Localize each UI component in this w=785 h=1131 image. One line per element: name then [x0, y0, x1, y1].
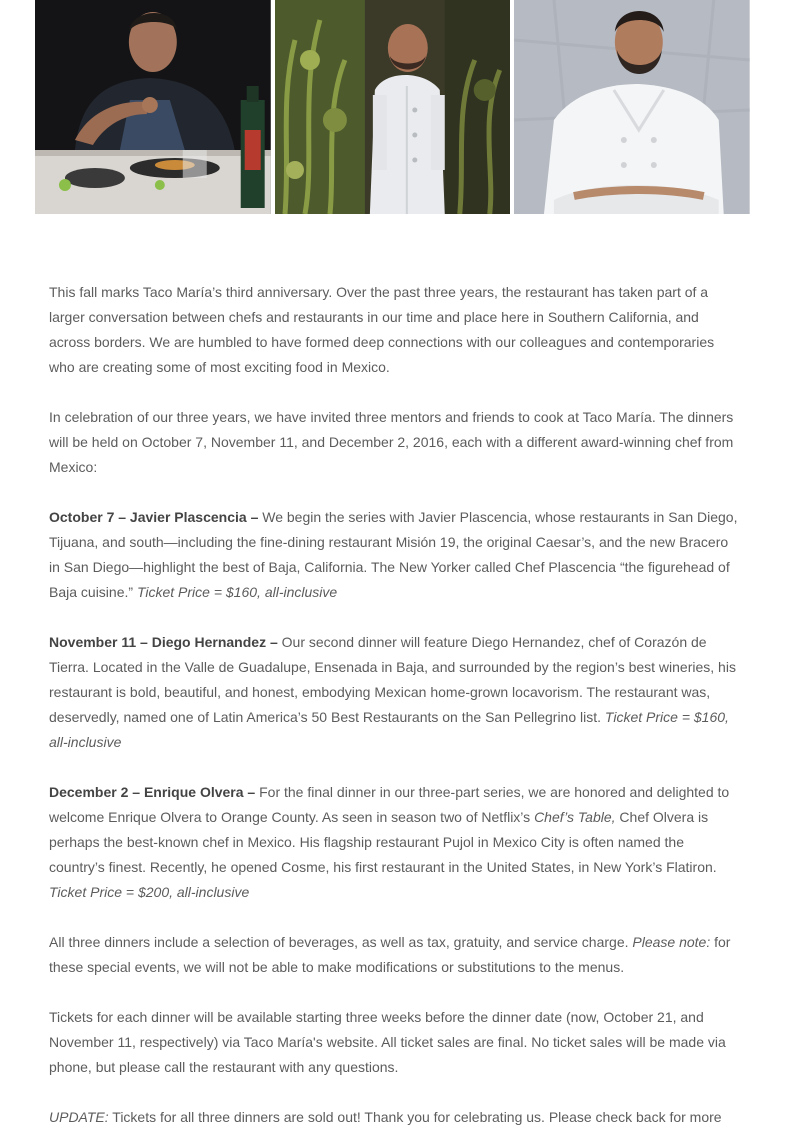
dinner-paragraph-october — [49, 505, 739, 605]
ticket-price: Ticket Price = $160, all-inclusive — [49, 709, 729, 750]
update-text: Tickets for all three dinners are sold out! Thank you for celebrating us. Please check back for more — [112, 1109, 722, 1125]
chef-1-illustration — [35, 0, 271, 214]
dinner-heading: November 11 – Diego Hernandez – — [49, 634, 278, 650]
note-label: Please note: — [632, 934, 711, 950]
dinner-heading: December 2 – Enrique Olvera – — [49, 784, 256, 800]
chef-2-illustration — [275, 0, 511, 214]
beverages-paragraph — [49, 930, 739, 980]
chef-photo-garden — [275, 0, 511, 214]
dinner-paragraph-december — [49, 780, 739, 905]
dinner-description: We begin the series with Javier Plascencia, whose restaurants in San Diego, Tijuana, and south—including the fine-dining restaurant Misión 19, the original Caesar’s, and the new Bracero in San Diego—highlight the best of Baja, California. The New Yorker called Chef Plascencia “the figurehead of Baja cuisine.” — [49, 509, 738, 600]
update-label: UPDATE: — [49, 1109, 109, 1125]
dinner-description-continued: Chef Olvera is perhaps the best-known chef in Mexico. His flagship restaurant Pujol in Mexico City is often named the country’s finest. Recently, he opened Cosme, his first restaurant in the United States, in New York’s Flatiron. — [49, 809, 717, 875]
update-paragraph — [49, 1105, 739, 1130]
show-title: Chef’s Table, — [534, 809, 616, 825]
chef-3-illustration — [514, 0, 750, 214]
chef-photo-strip — [35, 0, 750, 214]
tickets-paragraph: Tickets for each dinner will be available starting three weeks before the dinner date (now, October 21, and November 11, respectively) via Taco María's website. All ticket sales are final. No ticket sales will be made via phone, but please call the restaurant with any questions. — [49, 1009, 726, 1075]
ticket-price: Ticket Price = $160, all-inclusive — [136, 584, 338, 600]
chef-photo-plating-dish — [35, 0, 271, 214]
article-body — [49, 280, 739, 1131]
celebration-paragraph: In celebration of our three years, we have invited three mentors and friends to cook at Taco María. The dinners will be held on October 7, November 11, and December 2, 2016, each with a different award-winning chef from Mexico: — [49, 409, 734, 475]
beverages-text: All three dinners include a selection of beverages, as well as tax, gratuity, and service charge. — [49, 934, 629, 950]
chef-photo-arms-crossed — [514, 0, 750, 214]
dinner-description: For the final dinner in our three-part series, we are honored and delighted to welcome Enrique Olvera to Orange County. As seen in season two of Netflix’s — [49, 784, 730, 825]
dinner-paragraph-november — [49, 630, 739, 755]
note-text: for these special events, we will not be able to make modifications or substitutions to the menus. — [49, 934, 731, 975]
intro-paragraph: This fall marks Taco María’s third anniversary. Over the past three years, the restaurant has taken part of a larger conversation between chefs and restaurants in our time and place here in Southern California, and across borders. We are humbled to have formed deep connections with our colleagues and contemporaries who are creating some of most exciting food in Mexico. — [49, 284, 715, 375]
dinner-description: Our second dinner will feature Diego Hernandez, chef of Corazón de Tierra. Located in the Valle de Guadalupe, Ensenada in Baja, and surrounded by the region’s best wineries, his restaurant is bold, beautiful, and honest, embodying Mexican home-grown locavorism. The restaurant was, deservedly, named one of Latin America’s 50 Best Restaurants on the San Pellegrino list. — [49, 634, 736, 725]
dinner-heading: October 7 – Javier Plascencia – — [49, 509, 259, 525]
ticket-price: Ticket Price = $200, all-inclusive — [49, 884, 250, 900]
